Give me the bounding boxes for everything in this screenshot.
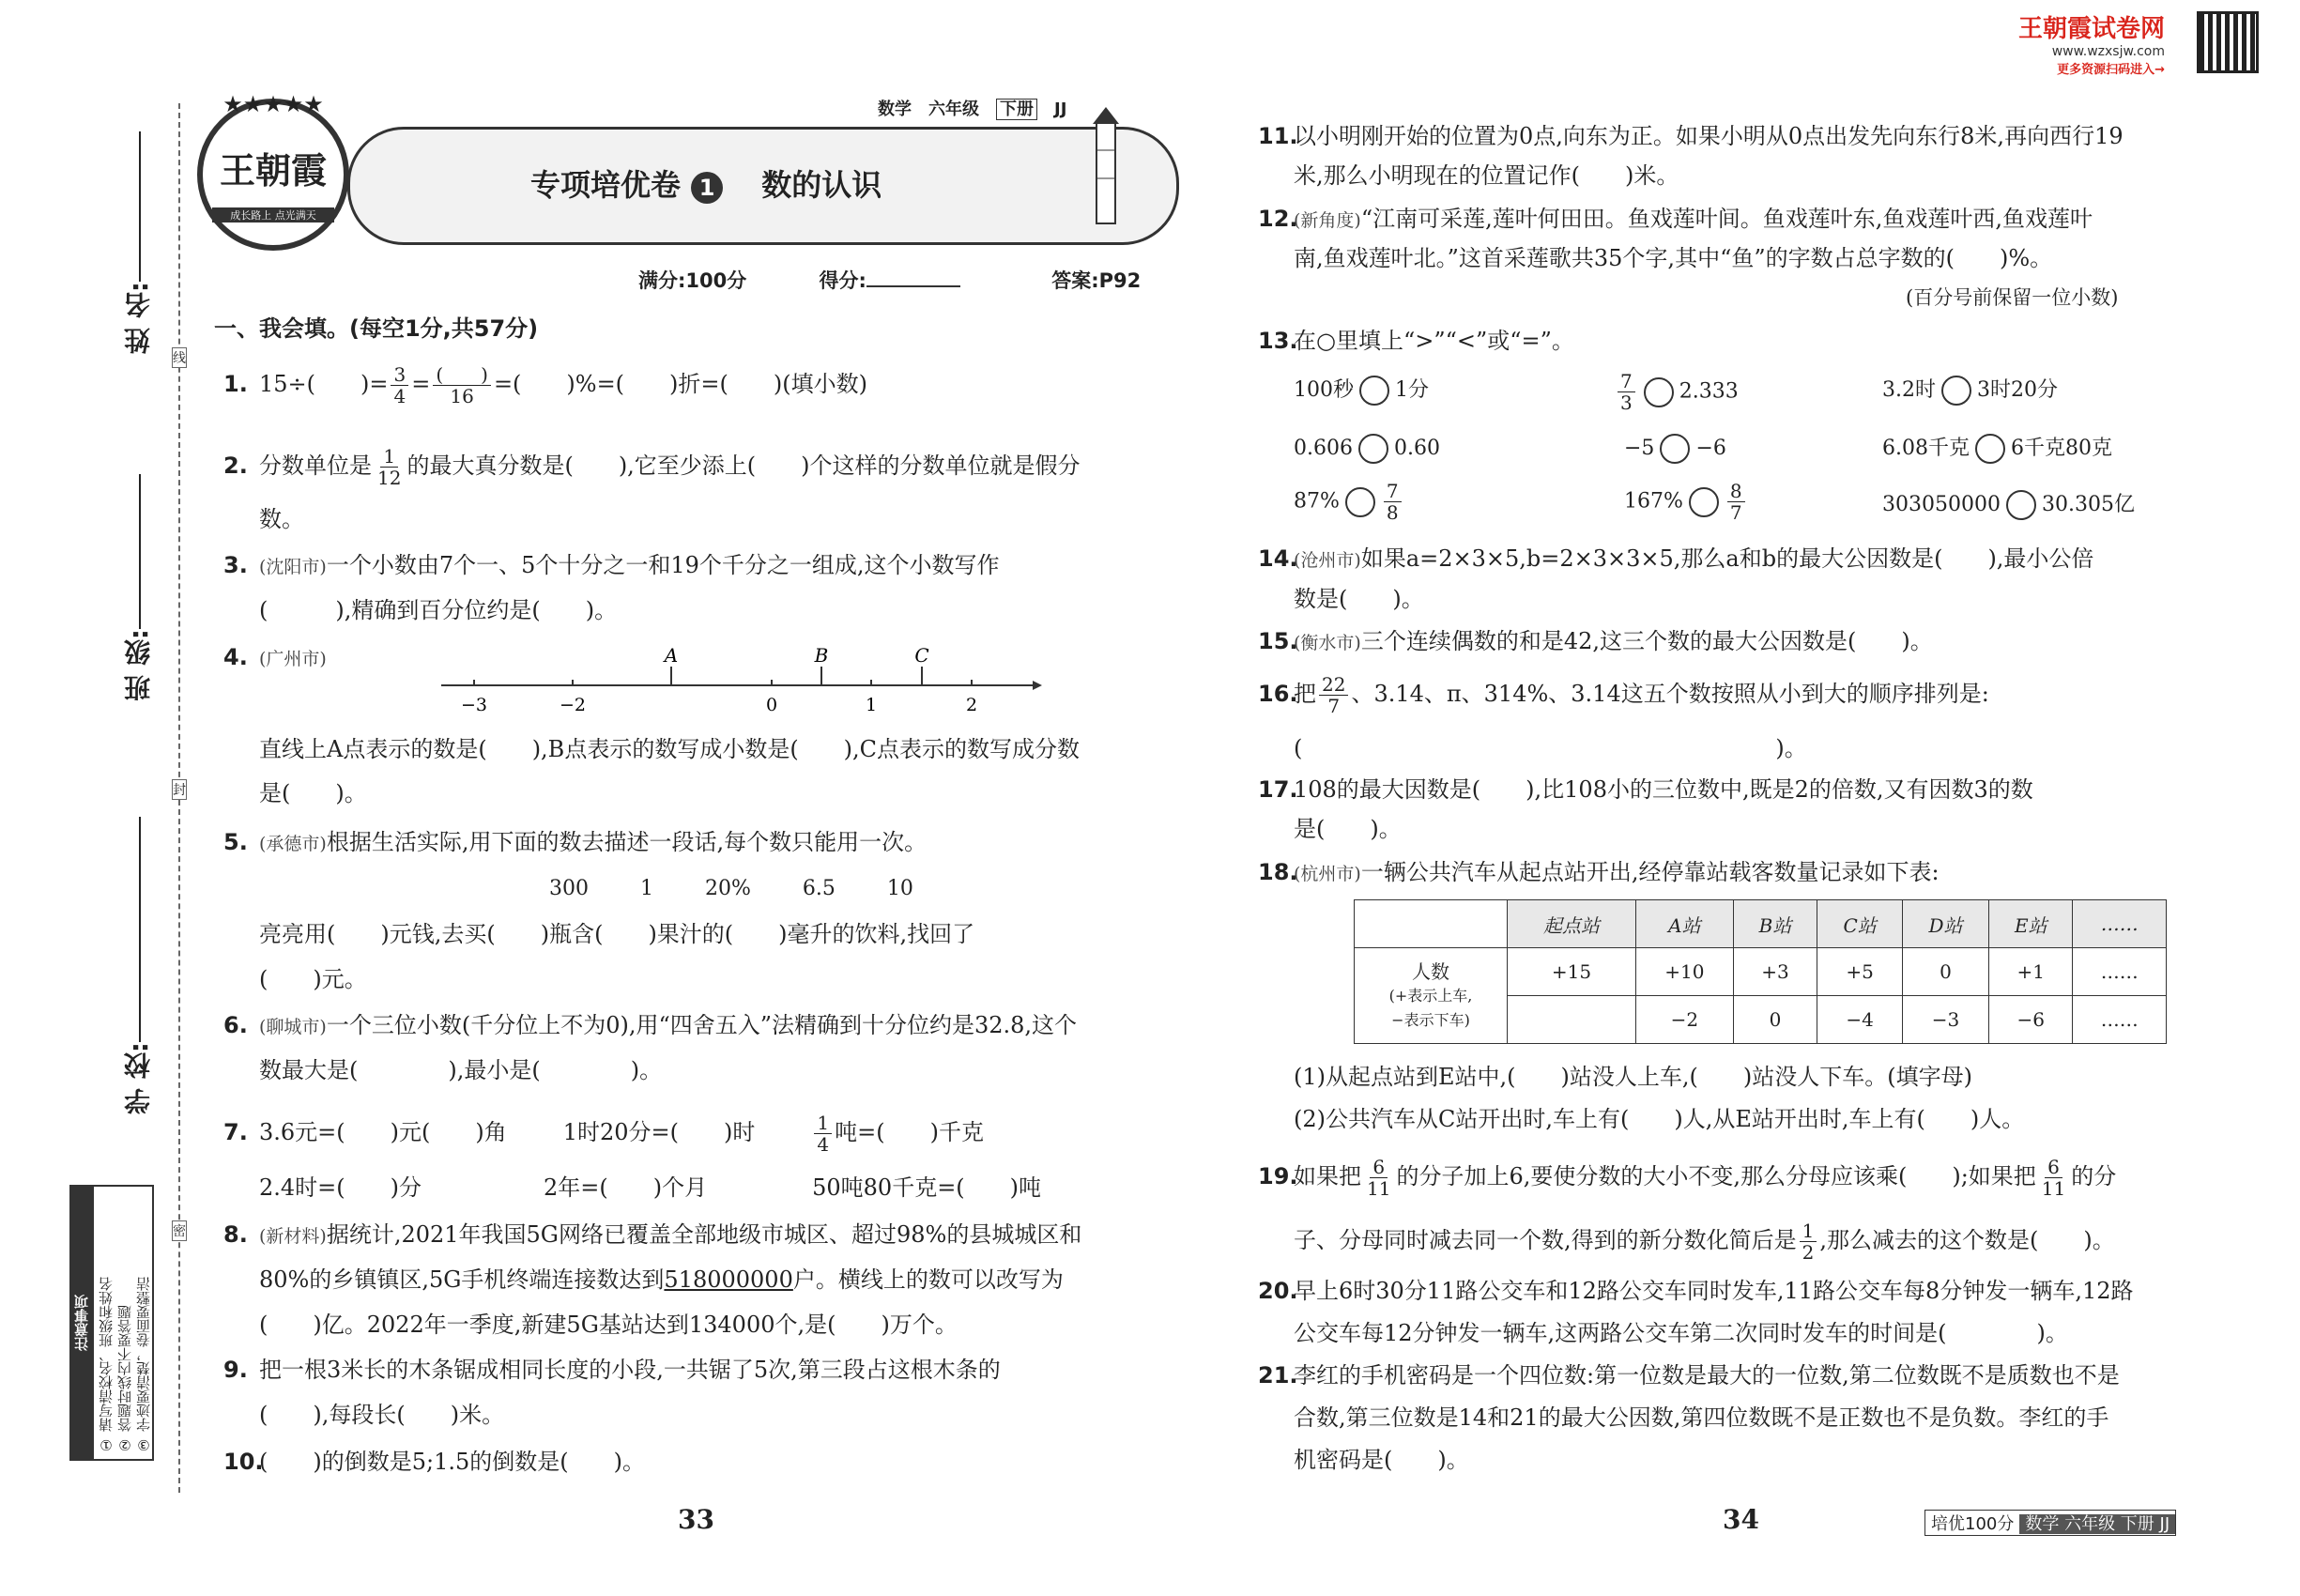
answer-ref: 答案:P92: [1051, 269, 1142, 292]
notice-box: [69, 1185, 154, 1461]
question-21-line2: 合数,第三位数是14和21的最大公因数,第四位数既不是正数也不是负数。李红的手: [1294, 1404, 2109, 1431]
site-name: 王朝霞试卷网: [2018, 15, 2166, 43]
question-2-cont: 数。: [259, 506, 304, 532]
question-18-sub2: (2)公共汽车从C站开出时,车上有( )人,从E站开出时,车上有( )人。: [1294, 1106, 2025, 1132]
table-row-boarding: 人数 (+表示上车, −表示下车) +15 +10 +3 +5 0 +1 ……: [1355, 948, 2167, 996]
score-line: [638, 266, 1141, 294]
number-line-tick-label: 1: [865, 695, 878, 715]
cut-mark-1: 线: [172, 347, 187, 368]
question-16: 16.把 $\frac{22}{7}$ 、3.14、π、314%、3.14这五个数按照从小到大的顺序排列是:: [1258, 673, 1989, 717]
class-label: 班 级:: [123, 629, 154, 701]
question-14: 14.(沧州市)如果a=2×3×5,b=2×3×3×5,那么a和b的最大公因数是( ),最小公倍: [1258, 545, 2094, 572]
notice-3: ③ 字迹要清楚，卷面要整洁: [135, 1277, 152, 1453]
site-url: www.wzxsjw.com: [2051, 44, 2166, 59]
question-12-note: (百分号前保留一位小数): [1906, 286, 2119, 309]
logo-stars-icon: ★★★★★: [222, 91, 324, 117]
table-row-alighting: −2 0 −4 −3 −6 ……: [1355, 996, 2167, 1044]
question-18-sub1: (1)从起点站到E站中,( )站没人上车,( )站没人下车。(填字母): [1294, 1064, 1972, 1090]
brand-logo: [197, 91, 349, 251]
compare-circle[interactable]: [2006, 490, 2036, 520]
question-13-row1c: 3.2时 3时20分: [1882, 376, 2058, 406]
cut-mark-3: 密: [172, 1220, 187, 1241]
logo-text: 王朝霞: [219, 149, 327, 192]
notice-1: ① 请写清校名、班级和姓名: [98, 1277, 115, 1453]
school-blank-line: [139, 817, 141, 1042]
question-9: 9. 把一根3米长的木条锯成相同长度的小段,一共锯了5次,第三段占这根木条的: [223, 1357, 1001, 1383]
question-5-numbers: 300 1 20% 6.5 10: [549, 877, 913, 900]
logo-tagline: 成长路上 点光满天: [212, 207, 334, 223]
question-4-line2: 是( )。: [259, 780, 367, 806]
page-number-right: 34: [1723, 1504, 1759, 1535]
question-12: 12.(新角度)“江南可采莲,莲叶何田田。鱼戏莲叶间。鱼戏莲叶东,鱼戏莲叶西,鱼戏莲叶: [1258, 206, 2093, 232]
question-13-row1b: $\frac{7}{3}$ 2.333: [1615, 371, 1739, 413]
question-3: 3. (沈阳市)一个小数由7个一、5个十分之一和19个千分之一组成,这个小数写作: [223, 552, 1000, 578]
question-13-row3b: 167% $\frac{8}{7}$: [1624, 481, 1748, 523]
question-12-cont: 南,鱼戏莲叶北。”这首采莲歌共35个字,其中“鱼”的字数占总字数的( )%。: [1294, 245, 2053, 271]
question-13-row2b: −5 −6: [1624, 434, 1726, 464]
cut-mark-2: 封: [172, 779, 187, 800]
score-label: 得分:: [819, 269, 866, 292]
question-8: 8. (新材料)据统计,2021年我国5G网络已覆盖全部地级市城区、超过98%的县城城区和: [223, 1221, 1082, 1248]
compare-circle[interactable]: [1660, 434, 1690, 464]
notice-title: 注意事项: [71, 1187, 94, 1459]
question-14-cont: 数是( )。: [1294, 586, 1424, 612]
question-16-cont: ( )。: [1294, 735, 1807, 761]
compare-circle[interactable]: [1644, 377, 1674, 407]
number-line-tick-label: −2: [559, 695, 587, 715]
question-20: 20.早上6时30分11路公交车和12路公交车同时发车,11路公交车每8分钟发一辆车,12路: [1258, 1278, 2134, 1304]
compare-circle[interactable]: [1358, 434, 1388, 464]
full-score: 满分:100分: [638, 269, 747, 292]
question-19-cont: 子、分母同时减去同一个数,得到的新分数化简后是 $\frac{1}{2}$ ,那么减去的这个数是( )。: [1294, 1220, 2115, 1264]
question-5: 5. (承德市)根据生活实际,用下面的数去描述一段话,每个数只能用一次。: [223, 829, 928, 855]
bus-passenger-table: [1354, 899, 2167, 1044]
question-21: 21.李红的手机密码是一个四位数:第一位数是最大的一位数,第二位数既不是质数也不是: [1258, 1362, 2120, 1389]
class-blank-line: [139, 474, 141, 629]
question-8-line3: ( )亿。2022年一季度,新建5G基站达到134000个,是( )万个。: [259, 1312, 958, 1338]
question-11-cont: 米,那么小明现在的位置记作( )米。: [1294, 162, 1679, 189]
question-11: 11.以小明刚开始的位置为0点,向东为正。如果小明从0点出发先向东行8米,再向西行19: [1258, 123, 2124, 149]
question-13-row1: 100秒 1分: [1294, 376, 1429, 406]
school-label: 学 校:: [123, 1042, 154, 1114]
compare-circle[interactable]: [1941, 376, 1971, 406]
page-number-left: 33: [678, 1504, 714, 1535]
compare-circle[interactable]: [1345, 487, 1375, 517]
question-8-line2: 80%的乡镇镇区,5G手机终端连接数达到518000000户。横线上的数可以改写为: [259, 1266, 1064, 1293]
question-15: 15.(衡水市)三个连续偶数的和是42,这三个数的最大公因数是( )。: [1258, 628, 1933, 654]
name-label: 姓 名:: [123, 282, 154, 354]
compare-circle[interactable]: [1689, 487, 1719, 517]
question-19: 19.如果把 $\frac{6}{11}$ 的分子加上6,要使分数的大小不变,那么分母应该乘( );如果把 $\frac{6}{11}$ 的分: [1258, 1156, 2117, 1200]
question-7-row1: 7. 3.6元=( )元( )角 1时20分=( )时 $\frac{1}{4}$ 吨=( )千克: [223, 1112, 984, 1156]
compare-circle[interactable]: [1975, 434, 2005, 464]
qr-code-icon: [2197, 11, 2259, 73]
question-7-row2: 2.4时=( )分 2年=( )个月 50吨80千克=( )吨: [259, 1174, 1042, 1201]
number-line-tick-label: −3: [460, 695, 488, 715]
compare-circle[interactable]: [1359, 376, 1389, 406]
question-3-cont: ( ),精确到百分位约是( )。: [259, 597, 618, 623]
notice-2: ② 答题时线内不要答题: [116, 1305, 133, 1453]
question-6: 6. (聊城市)一个三位小数(千分位上不为0),用“四舍五入”法精确到十分位约是32.8,这个: [223, 1012, 1078, 1038]
site-brand: [2018, 9, 2165, 77]
question-10: 10.( )的倒数是5;1.5的倒数是( )。: [223, 1449, 645, 1475]
question-21-line3: 机密码是( )。: [1294, 1447, 1469, 1473]
site-slogan: 更多资源扫码进入→: [2057, 63, 2166, 77]
number-line-point-label: C: [914, 644, 929, 667]
number-line-tick-label: 2: [965, 695, 978, 715]
question-5-line2: ( )元。: [259, 966, 367, 992]
question-13-row2c: 6.08千克 6千克80克: [1882, 434, 2112, 464]
name-blank-line: [139, 131, 141, 282]
question-13-row3c: 303050000 30.305亿: [1882, 490, 2135, 520]
number-line: [441, 643, 1042, 718]
question-17-cont: 是( )。: [1294, 816, 1402, 842]
question-13-row2: 0.606 0.60: [1294, 434, 1440, 464]
question-1: 1. 15÷( )= $\frac{3}{4}$ = $\frac{( )}{16}$ =( )%=( )折=( )(填小数): [223, 363, 867, 407]
course-info: 数学 六年级 下册 JJ: [878, 100, 1067, 119]
question-20-cont: 公交车每12分钟发一辆车,这两路公交车第二次同时发车的时间是( )。: [1294, 1320, 2068, 1346]
question-4: 4. (广州市): [223, 644, 327, 670]
question-2: 2. 分数单位是 $\frac{1}{12}$ 的最大真分数是( ),它至少添上( )个这样的分数单位就是假分: [223, 445, 1081, 489]
question-13: 13.在○里填上“>”“<”或“=”。: [1258, 328, 1574, 354]
number-line-point-label: B: [814, 644, 829, 667]
question-6-cont: 数最大是( ),最小是( )。: [259, 1057, 663, 1083]
question-13-row3: 87% $\frac{7}{8}$: [1294, 481, 1404, 523]
question-4-line1: 直线上A点表示的数是( ),B点表示的数写成小数是( ),C点表示的数写成分数: [259, 736, 1081, 762]
question-18: 18.(杭州市)一辆公共汽车从起点站开出,经停靠站载客数量记录如下表:: [1258, 859, 1940, 885]
question-5-line1: 亮亮用( )元钱,去买( )瓶含( )果汁的( )毫升的饮料,找回了: [259, 921, 975, 947]
question-17: 17.108的最大因数是( ),比108小的三位数中,既是2的倍数,又有因数3的数: [1258, 776, 2033, 803]
title-number-badge: 1: [691, 172, 723, 204]
footer-tag: 培优100分 数学 六年级 下册 JJ: [1924, 1510, 2176, 1536]
question-9-cont: ( ),每段长( )米。: [259, 1402, 505, 1428]
number-line-point-label: A: [664, 644, 679, 667]
number-line-tick-label: 0: [765, 695, 778, 715]
table-header-row: 起点站 A站 B站 C站 D站 E站 ……: [1355, 900, 2167, 948]
section-1-heading: 一、我会填。(每空1分,共57分): [214, 315, 539, 342]
page-title: 专项培优卷 1 数的认识: [530, 167, 882, 203]
lighthouse-icon: [1089, 103, 1123, 225]
